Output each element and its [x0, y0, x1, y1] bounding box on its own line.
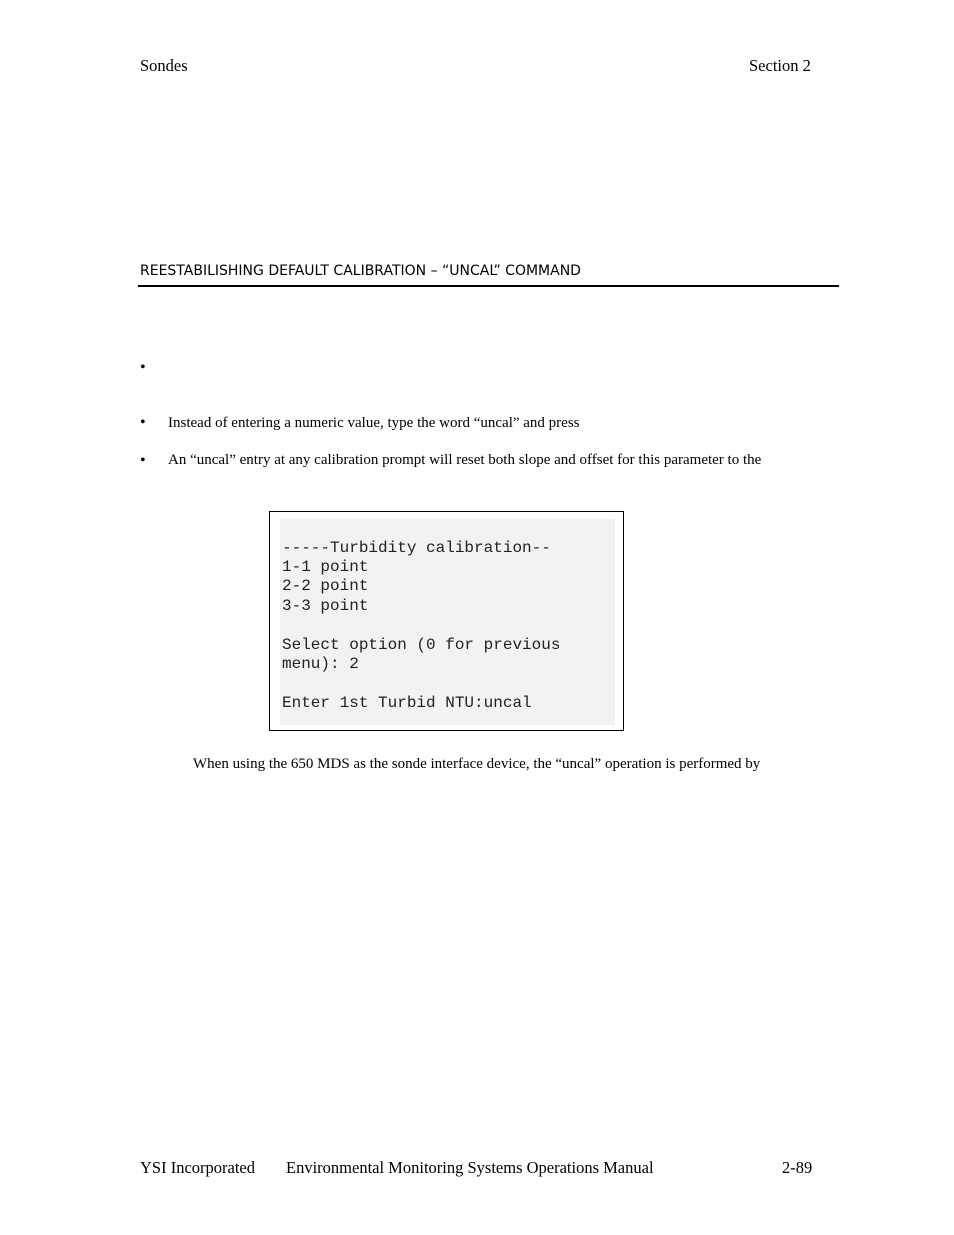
terminal-line: Enter 1st Turbid NTU:uncal — [282, 694, 532, 712]
bullet-marker: • — [140, 452, 146, 469]
terminal-line: 3-3 point — [282, 597, 369, 615]
footer-company: YSI Incorporated — [140, 1158, 256, 1177]
bullet-marker: • — [140, 359, 146, 376]
terminal-screenshot — [269, 511, 624, 731]
terminal-line: menu): 2 — [282, 655, 359, 673]
footer-page-number: 2-89 — [782, 1158, 813, 1177]
header-right-text: Section 2 — [749, 56, 811, 75]
terminal-background — [280, 519, 615, 725]
footer-manual-title: Environmental Monitoring Systems Operations Manual — [286, 1158, 654, 1177]
bullet-marker: • — [140, 414, 146, 431]
terminal-line: 2-2 point — [282, 577, 369, 595]
terminal-line: -----Turbidity calibration-- — [282, 539, 551, 557]
bullet-text: An “uncal” entry at any calibration prompt will reset both slope and offset for this parameter to the — [168, 452, 762, 468]
section-heading: REESTABILISHING DEFAULT CALIBRATION – “UNCAL” COMMAND — [140, 263, 581, 279]
bullet-text: Instead of entering a numeric value, type the word “uncal” and press — [168, 415, 580, 431]
terminal-line: Select option (0 for previous — [282, 636, 561, 654]
heading-rule — [138, 285, 839, 287]
header-left-text: Sondes — [140, 56, 188, 75]
terminal-line: 1-1 point — [282, 558, 369, 576]
caption-text: When using the 650 MDS as the sonde interface device, the “uncal” operation is performed by — [193, 756, 761, 772]
